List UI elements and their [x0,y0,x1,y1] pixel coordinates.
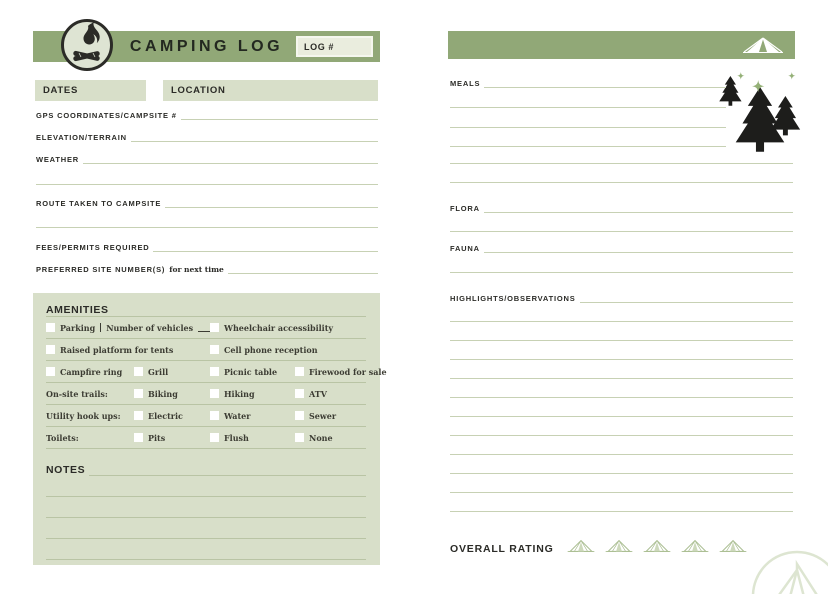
write-line [131,128,378,142]
dates-label: DATES [43,85,78,96]
amenity-label: Pits [148,432,166,443]
log-number-field[interactable] [296,36,373,57]
amenity-label: Raised platform for tents [60,344,174,355]
trails-category-label: On-site trails: [46,388,108,399]
flora-label: FLORA [450,204,480,213]
amenity-hiking [210,389,295,399]
write-line [484,74,726,88]
amenity-label: Campfire ring [60,366,123,377]
write-line [450,346,793,360]
write-line [580,289,794,303]
amenity-sewer [295,411,366,421]
divider [100,323,101,332]
rating-tent-icon-4[interactable] [680,538,710,559]
amenity-atv [295,389,366,399]
overall-rating [450,538,756,559]
amenity-label: Number of vehicles [106,322,194,333]
amenity-wheelchair [210,323,366,333]
field-preferred-site [36,260,378,274]
highlights-label: HIGHLIGHTS/OBSERVATIONS [450,294,576,303]
write-line [153,238,378,252]
amenity-biking [134,389,210,399]
write-line [450,150,793,164]
tent-icon [741,35,785,60]
write-line [450,327,793,341]
right-page [448,0,796,594]
left-page [33,0,387,594]
field-meals [450,74,726,88]
parking-checkbox[interactable] [46,323,55,332]
amenity-pits [134,433,210,443]
amenity-electric [134,411,210,421]
write-line [450,460,793,474]
location-label: LOCATION [171,85,226,96]
amenity-label: Water [224,410,251,421]
rating-tent-icon-1[interactable] [566,538,596,559]
write-line [450,384,793,398]
utility-category [46,411,134,421]
amenity-row [46,383,366,405]
field-fauna [450,239,793,253]
gps-label: GPS COORDINATES/CAMPSITE # [36,111,177,120]
write-line [450,218,793,232]
amenity-label: Firewood for sale [309,366,387,377]
wheelchair-checkbox[interactable] [210,323,219,332]
rating-tent-icon-3[interactable] [642,538,672,559]
write-line [450,133,726,147]
amenity-label: Flush [224,432,249,443]
amenity-label: Sewer [309,410,337,421]
flush-checkbox[interactable] [210,433,219,442]
write-line [36,171,378,185]
write-line [450,94,726,108]
write-line [89,449,366,476]
preferred-site-label: PREFERRED SITE NUMBER(S) [36,265,166,274]
amenity-label: Grill [148,366,169,377]
raised-platform-checkbox[interactable] [46,345,55,354]
grill-checkbox[interactable] [134,367,143,376]
fauna-label: FAUNA [450,244,480,253]
amenity-flush [210,433,295,443]
campfire-icon [59,17,115,73]
amenity-parking [46,323,210,333]
right-header-bar [448,31,795,59]
amenity-picnic-table [210,367,295,377]
location-box [163,80,378,101]
write-line [450,479,793,493]
utility-category-label: Utility hook ups: [46,410,121,421]
none-checkbox[interactable] [295,433,304,442]
amenity-label: Wheelchair accessibility [224,322,334,333]
write-line [228,260,378,274]
write-line [165,194,378,208]
write-line [450,403,793,417]
toilets-category [46,433,134,443]
amenity-none [295,433,366,443]
amenity-label: None [309,432,333,443]
amenity-row [46,427,366,449]
log-number-label: LOG # [304,42,335,52]
amenity-row [46,361,387,383]
fees-label: FEES/PERMITS REQUIRED [36,243,150,252]
notes-title-row [46,449,366,476]
write-line [450,441,793,455]
write-line [450,422,793,436]
amenity-raised-platform [46,345,210,355]
write-line [450,308,793,322]
notes-title: NOTES [46,464,86,476]
meals-label: MEALS [450,79,481,88]
biking-checkbox[interactable] [134,389,143,398]
amenity-row [46,405,366,427]
amenity-firewood [295,367,387,377]
amenity-grill [134,367,210,377]
write-line [450,169,793,183]
field-highlights [450,289,793,303]
pits-checkbox[interactable] [134,433,143,442]
amenities-title-row [46,293,366,317]
write-line [46,497,366,518]
field-flora [450,199,793,213]
amenity-label: Cell phone reception [224,344,318,355]
electric-checkbox[interactable] [134,411,143,420]
amenity-cell-reception [210,345,366,355]
cell-reception-checkbox[interactable] [210,345,219,354]
amenity-row [46,317,366,339]
water-checkbox[interactable] [210,411,219,420]
weather-label: WEATHER [36,155,79,164]
write-line [450,259,793,273]
amenities-title: AMENITIES [46,304,109,316]
write-line [450,114,726,128]
write-line [46,518,366,539]
write-line [46,476,366,497]
write-line [181,106,378,120]
rating-tent-icon-2[interactable] [604,538,634,559]
toilets-category-label: Toilets: [46,432,79,443]
write-line [484,239,793,253]
amenity-label: ATV [309,388,327,399]
sewer-checkbox[interactable] [295,411,304,420]
trails-category [46,389,134,399]
write-line [450,498,793,512]
field-weather [36,150,378,164]
tent-watermark-logo [737,536,828,594]
write-line [450,365,793,379]
write-line [36,214,378,228]
amenity-label: Parking [60,322,96,333]
write-line [484,199,793,213]
amenity-label: Hiking [224,388,255,399]
amenities-panel [33,293,387,565]
atv-checkbox[interactable] [295,389,304,398]
overall-rating-label: OVERALL RATING [450,542,554,555]
field-fees [36,238,378,252]
field-route [36,194,378,208]
write-line [46,539,366,560]
picnic-table-checkbox[interactable] [210,367,219,376]
amenity-label: Biking [148,388,178,399]
amenity-label: Electric [148,410,183,421]
elevation-label: ELEVATION/TERRAIN [36,133,127,142]
route-label: ROUTE TAKEN TO CAMPSITE [36,199,162,208]
write-line [83,150,378,164]
amenity-row [46,339,366,361]
amenity-label: Picnic table [224,366,278,377]
amenity-water [210,411,295,421]
left-header-bar [33,31,380,62]
page-title: CAMPING LOG [129,38,284,55]
field-elevation [36,128,378,142]
hiking-checkbox[interactable] [210,389,219,398]
amenity-campfire-ring [46,367,134,377]
preferred-site-suffix: for next time [169,265,224,274]
dates-box [35,80,146,101]
field-gps [36,106,378,120]
campfire-ring-checkbox[interactable] [46,367,55,376]
firewood-checkbox[interactable] [295,367,304,376]
